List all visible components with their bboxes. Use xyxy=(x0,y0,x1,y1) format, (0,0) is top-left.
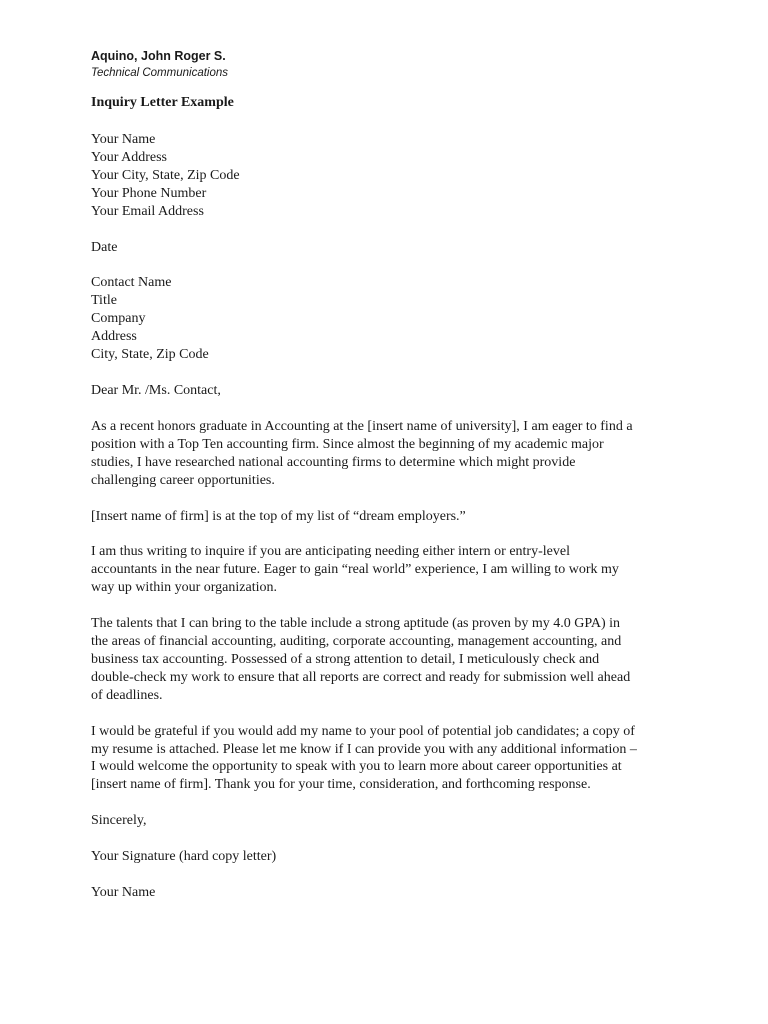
salutation: Dear Mr. /Ms. Contact, xyxy=(91,382,221,398)
recipient-address-block xyxy=(91,274,691,364)
paragraph-line: double-check my work to ensure that all reports are correct and ready for submission well ahead xyxy=(91,669,631,685)
paragraph-line: The talents that I can bring to the table include a strong aptitude (as proven by my 4.0 GPA) in xyxy=(91,616,621,632)
paragraph-closing-request xyxy=(91,723,691,795)
paragraph-line: of deadlines. xyxy=(91,687,163,703)
letter-body xyxy=(91,94,691,920)
recipient-title: Title xyxy=(91,293,117,309)
paragraph-line: my resume is attached. Please let me know if I can provide you with any additional information – xyxy=(91,741,637,757)
paragraph-intro xyxy=(91,418,691,490)
course-name: Technical Communications xyxy=(91,67,229,79)
paragraph-line: way up within your organization. xyxy=(91,580,277,596)
sender-address: Your Address xyxy=(91,149,167,165)
sender-email: Your Email Address xyxy=(91,203,204,219)
salutation-block xyxy=(91,382,691,400)
paragraph-line: business tax accounting. Possessed of a strong attention to detail, I meticulously check and xyxy=(91,651,600,667)
paragraph-dream-employer xyxy=(91,508,691,526)
closing: Sincerely, xyxy=(91,813,147,829)
sender-city-state-zip: Your City, State, Zip Code xyxy=(91,167,240,183)
sender-address-block xyxy=(91,131,691,221)
document-title: Inquiry Letter Example xyxy=(91,95,234,110)
signer-name: Your Name xyxy=(91,885,156,901)
paragraph-line: I would be grateful if you would add my name to your pool of potential job candidates; a copy of xyxy=(91,723,635,739)
paragraph-talents xyxy=(91,615,691,705)
sender-name: Your Name xyxy=(91,132,156,147)
paragraph-line: [insert name of firm]. Thank you for your time, consideration, and forthcoming response. xyxy=(91,777,591,793)
paragraph-line: I am thus writing to inquire if you are anticipating needing either intern or entry-level xyxy=(91,544,570,560)
document-header xyxy=(91,48,228,81)
recipient-city-state-zip: City, State, Zip Code xyxy=(91,347,209,363)
paragraph-line: position with a Top Ten accounting firm. Since almost the beginning of my academic major xyxy=(91,436,604,452)
paragraph-line: challenging career opportunities. xyxy=(91,472,275,488)
date-block xyxy=(91,239,691,257)
recipient-company: Company xyxy=(91,311,146,327)
paragraph-line: studies, I have researched national accounting firms to determine which might provide xyxy=(91,454,576,470)
paragraph-line: [Insert name of firm] is at the top of my list of “dream employers.” xyxy=(91,508,466,524)
recipient-address: Address xyxy=(91,329,137,345)
paragraph-line: accountants in the near future. Eager to gain “real world” experience, I am willing to work my xyxy=(91,562,619,578)
paragraph-line: I would welcome the opportunity to speak with you to learn more about career opportunities at xyxy=(91,759,622,775)
paragraph-inquiry xyxy=(91,543,691,597)
letter-date: Date xyxy=(91,239,118,255)
author-name: Aquino, John Roger S. xyxy=(91,49,226,63)
paragraph-line: As a recent honors graduate in Accounting at the [insert name of university], I am eager to find a xyxy=(91,418,633,434)
signature: Your Signature (hard copy letter) xyxy=(91,849,277,865)
recipient-contact-name: Contact Name xyxy=(91,275,172,291)
paragraph-line: the areas of financial accounting, auditing, corporate accounting, management accounting, and xyxy=(91,634,622,650)
sender-phone: Your Phone Number xyxy=(91,185,207,201)
